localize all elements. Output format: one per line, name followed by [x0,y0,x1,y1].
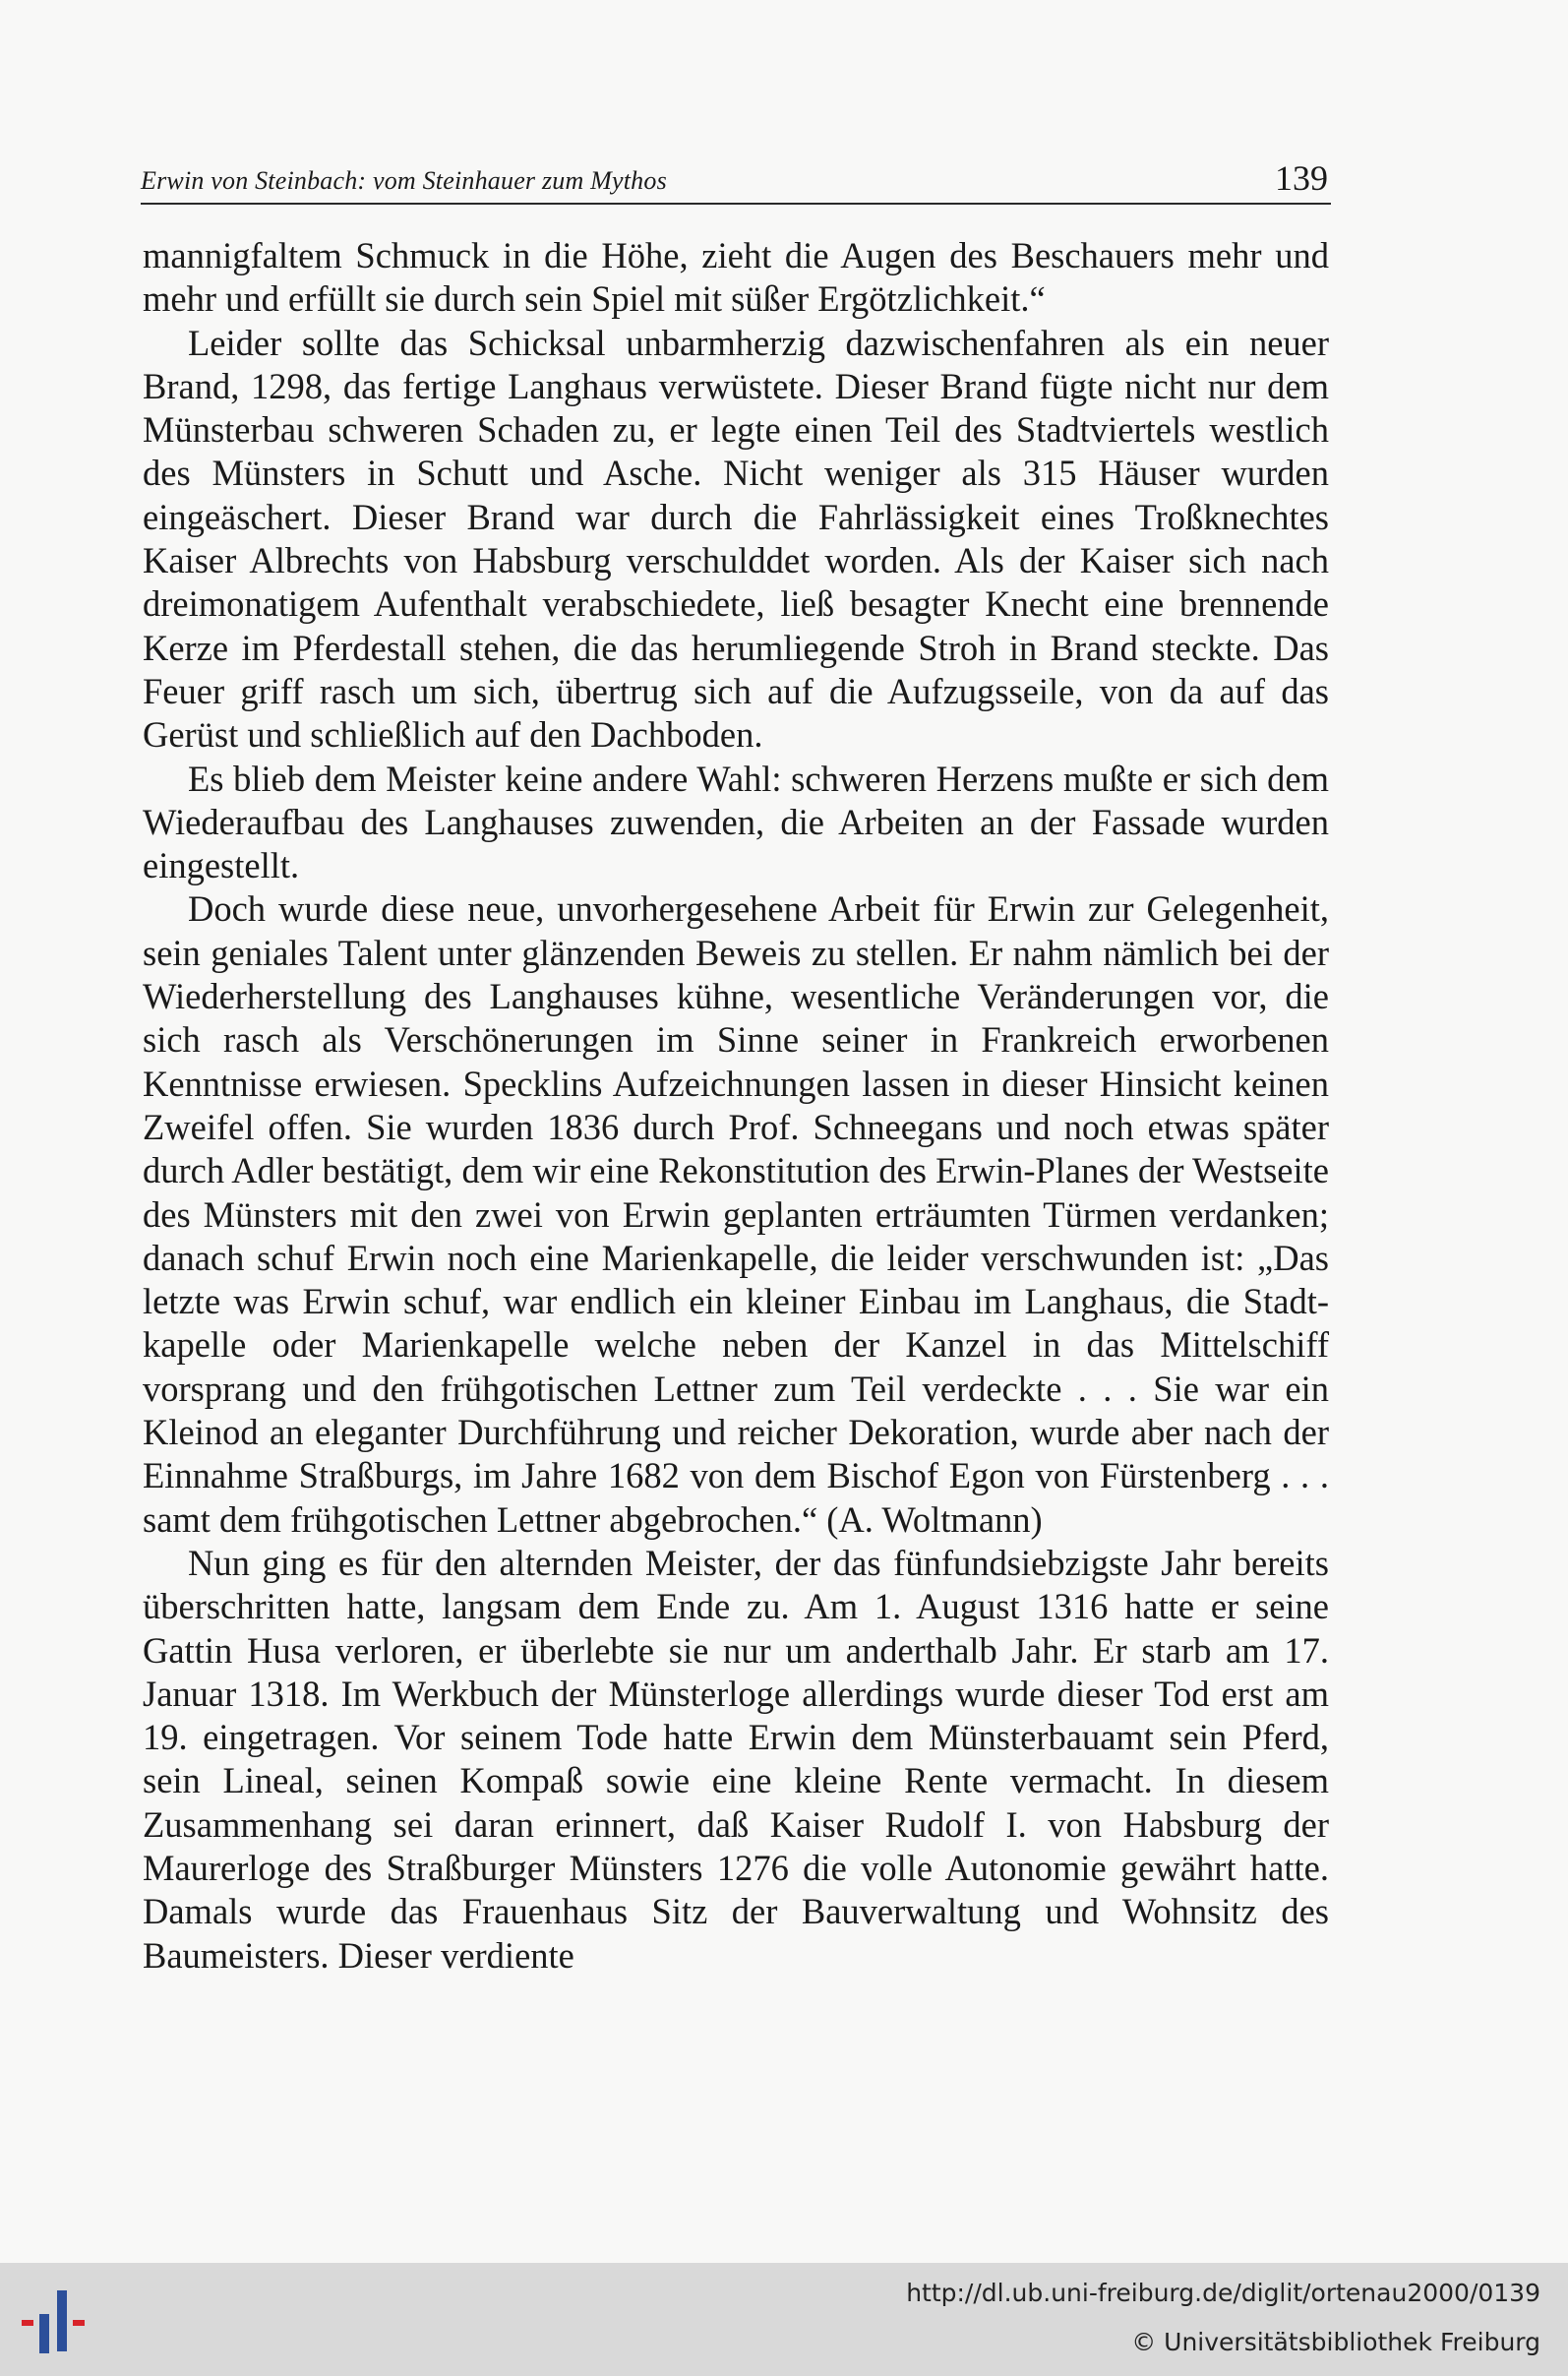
permalink-url[interactable]: http://dl.ub.uni-freiburg.de/diglit/ortenau2000/0139 [906,2279,1540,2307]
page-number: 139 [1275,158,1328,198]
paragraph-5: Nun ging es für den alternden Meister, der das fünfundsiebzigste Jahr bereits überschritten hatte, langsam dem Ende zu. Am 1. August 1316 hatte er seine Gattin Husa verloren, er überlebte sie nur um anderthalb Jahr. Er starb am 17. Januar 1318. Im Werkbuch der Münsterloge allerdings wurde dieser Tod erst am 19. eingetragen. Vor seinem Tode hatte Erwin dem Münsterbauamt sein Pferd, sein Lineal, seinen Kompaß sowie eine kleine Rente vermacht. In diesem Zusammenhang sei daran erinnert, daß Kaiser Rudolf I. von Habsburg der Maurerloge des Straßburger Münsters 1276 die volle Autonomie gewährt hatte. Damals wurde das Frauenhaus Sitz der Bauverwaltung und Wohnsitz des Baumeisters. Dieser verdiente [143,1542,1329,1976]
copyright-notice: © Universitätsbibliothek Freiburg [1131,2328,1540,2356]
running-header [141,148,1331,205]
running-title: Erwin von Steinbach: vom Steinhauer zum Mythos [141,166,667,195]
ub-freiburg-logo-icon[interactable] [20,2281,98,2365]
paragraph-4: Doch wurde diese neue, unvorhergesehene Arbeit für Erwin zur Gelegenheit, sein geniales Talent unter glänzenden Beweis zu stellen. Er nahm nämlich bei der Wiederherstellung des Langhauses kühne, wesentliche Veränderungen vor, die sich rasch als Verschönerungen im Sinne seiner in Frankreich erworbenen Kenntnisse erwiesen. Specklins Aufzeichnungen lassen in dieser Hinsicht keinen Zweifel offen. Sie wurden 1836 durch Prof. Schneegans und noch etwas später durch Adler bestätigt, dem wir eine Rekonstitution des Erwin-Planes der Westseite des Münsters mit den zwei von Erwin geplanten erträumten Türmen verdanken; danach schuf Erwin noch eine Marienkapelle, die leider verschwunden ist: „Das letzte was Erwin schuf, war endlich ein kleiner Einbau im Langhaus, die Stadtkapelle oder Marienkapelle welche neben der Kanzel in das Mittelschiff vorsprang und den frühgotischen Lettner zum Teil verdeckte . . . Sie war ein Kleinod an eleganter Durchführung und reicher Dekoration, wurde aber nach der Einnahme Straßburgs, im Jahre 1682 von dem Bischof Egon von Fürstenberg . . . samt dem frühgotischen Lettner abgebrochen.“ (A. Woltmann) [143,888,1329,1540]
paragraph-3: Es blieb dem Meister keine andere Wahl: schweren Herzens mußte er sich dem Wiederaufbau des Langhauses zuwenden, die Arbeiten an der Fassade wurden eingestellt. [143,758,1329,886]
footer-bar [0,2263,1568,2376]
paragraph-1: mannigfaltem Schmuck in die Höhe, zieht die Augen des Beschauers mehr und mehr und erfüllt sie durch sein Spiel mit süßer Ergötzlichkeit.“ [143,235,1329,320]
body-text [143,234,1329,1978]
paragraph-2: Leider sollte das Schicksal unbarmherzig dazwischenfahren als ein neuer Brand, 1298, das fertige Langhaus verwüstete. Dieser Brand fügte nicht nur dem Münsterbau schweren Schaden zu, er legte einen Teil des Stadtviertels westlich des Münsters in Schutt und Asche. Nicht weniger als 315 Häuser wurden eingeäschert. Dieser Brand war durch die Fahrlässigkeit eines Troßknechtes Kaiser Albrechts von Habsburg verschulddet worden. Als der Kaiser sich nach dreimonatigem Aufenthalt verabschiedete, ließ besagter Knecht eine brennende Kerze im Pferdestall stehen, die das herumliegende Stroh in Brand steckte. Das Feuer griff rasch um sich, übertrug sich auf die Aufzugsseile, von da auf das Gerüst und schließlich auf den Dachboden. [143,322,1329,756]
